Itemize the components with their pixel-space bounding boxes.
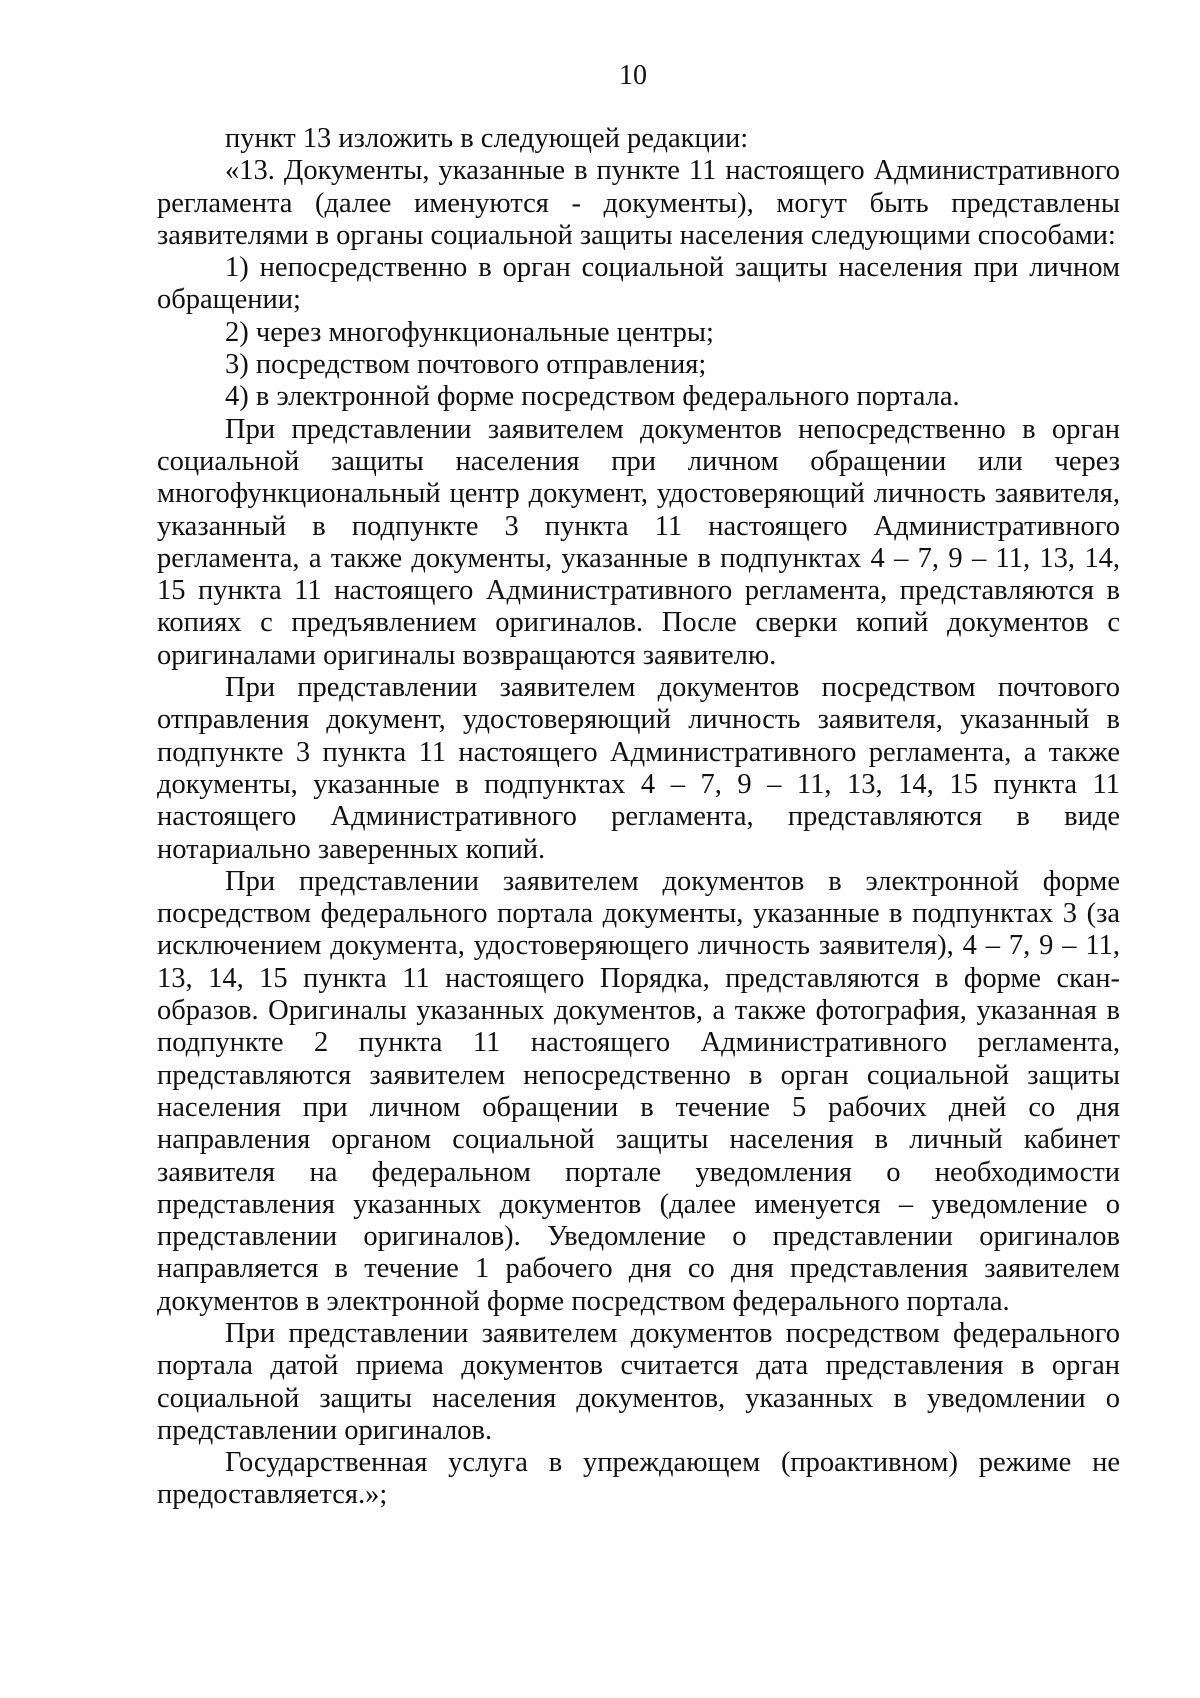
proactive-mode-paragraph: Государственная услуга в упреждающем (проактивном) режиме не предоставляется.»; — [157, 1447, 1120, 1511]
document-body — [157, 123, 1120, 1512]
electronic-submission-paragraph: При представлении заявителем документов в электронной форме посредством федерального портала документы, указанные в подпунктах 3 (за исключением документа, удостоверяющего личность заявителя), 4 – 7, 9 – 11, 13, 14, 15 пункта 11 настоящего Порядка, представляются в форме скан-образов. Оригиналы указанных документов, а также фотография, указанная в подпункте 2 пункта 11 настоящего Административного регламента, представляются заявителем непосредственно в орган социальной защиты населения при личном обращении в течение 5 рабочих дней со дня направления органом социальной защиты населения в личный кабинет заявителя на федеральном портале уведомления о необходимости представления указанных документов (далее именуется – уведомление о представлении оригиналов). Уведомление о представлении оригиналов направляется в течение 1 рабочего дня со дня представления заявителем документов в электронной форме посредством федерального портала. — [157, 865, 1120, 1317]
clause-13-paragraph: «13. Документы, указанные в пункте 11 настоящего Административного регламента (далее именуются - документы), могут быть представлены заявителями в органы социальной защиты населения следующими способами: — [157, 155, 1120, 251]
method-4-paragraph: 4) в электронной форме посредством федерального портала. — [225, 381, 960, 413]
receipt-date-paragraph: При представлении заявителем документов посредством федерального портала датой приема документов считается дата представления в орган социальной защиты населения документов, указанных в уведомлении о представлении оригиналов. — [157, 1317, 1120, 1446]
intro-paragraph: пункт 13 изложить в следующей редакции: — [225, 123, 749, 154]
method-1-paragraph: 1) непосредственно в орган социальной защиты населения при личном обращении; — [157, 252, 1120, 316]
method-3-paragraph: 3) посредством почтового отправления; — [225, 349, 707, 381]
postal-submission-paragraph: При представлении заявителем документов посредством почтового отправления документ, удостоверяющий личность заявителя, указанный в подпункте 3 пункта 11 настоящего Административного регламента, а также документы, указанные в подпунктах 4 – 7, 9 – 11, 13, 14, 15 пункта 11 настоящего Административного регламента, представляются в виде нотариально заверенных копий. — [157, 672, 1120, 865]
method-2-paragraph: 2) через многофункциональные центры; — [225, 316, 714, 348]
page-number: 10 — [619, 60, 647, 91]
personal-submission-paragraph: При представлении заявителем документов непосредственно в орган социальной защиты населения при личном обращении или через многофункциональный центр документ, удостоверяющий личность заявителя, указанный в подпункте 3 пункта 11 настоящего Административного регламента, а также документы, указанные в подпунктах 4 – 7, 9 – 11, 13, 14, 15 пункта 11 настоящего Административного регламента, представляются в копиях с предъявлением оригиналов. После сверки копий документов с оригиналами оригиналы возвращаются заявителю. — [157, 413, 1120, 671]
